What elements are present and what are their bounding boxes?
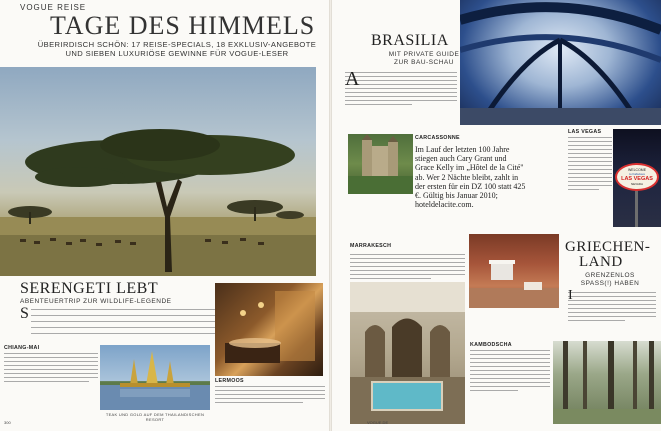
griechenland-title-line2: LAND [579, 254, 623, 270]
kambodscha-column [470, 342, 550, 422]
dropcap-s: S [20, 305, 29, 322]
chiangmai-column [4, 345, 98, 413]
griechenland-body-block [568, 290, 656, 338]
sign-to: to Fabulous [629, 172, 645, 176]
sign-welcome: WELCOME [627, 168, 647, 172]
lermoos-label: LERMOOS [215, 378, 244, 384]
lasvegas-column [568, 129, 612, 227]
left-folio: 300 [4, 420, 11, 425]
deck-text: ÜBERIRDISCH SCHÖN: 17 REISE-SPECIALS, 18 EXKLUSIV-ANGEBOTE UND SIEBEN LUXURIÖSE GEWINNE FÜR VOGUE-LESER [37, 40, 317, 58]
brasilia-title: BRASILIA [371, 32, 449, 49]
brasilia-body-block [345, 70, 457, 130]
griechenland-subtitle: GRENZENLOS SPASS(!) HABEN [580, 272, 640, 287]
serengeti-subtitle: ABENTEUERTRIP ZUR WILDLIFE-LEGENDE [20, 298, 172, 305]
lasvegas-label: LAS VEGAS [568, 129, 602, 135]
lermoos-column [215, 378, 325, 414]
kambodscha-label: KAMBODSCHA [470, 342, 512, 348]
section-label: VOGUE REISE [20, 3, 87, 12]
right-folio: VOGUE.DE [367, 420, 389, 425]
griechenland-title-line1: GRIECHEN- [565, 239, 651, 255]
serengeti-title: SERENGETI LEBT [20, 280, 159, 297]
lasvegas-sign [615, 163, 659, 191]
lermoos-photo [215, 283, 323, 376]
sign-main: LAS VEGAS [621, 176, 653, 182]
griechenland-title [565, 240, 650, 270]
serengeti-photo [0, 67, 316, 276]
chiangmai-label: CHIANG-MAI [4, 345, 40, 351]
kambodscha-photo [553, 341, 661, 424]
marrakesch-photo [350, 282, 465, 424]
chiangmai-photo-caption: TEAK UND GOLD AUF DEM THAILANDISCHEN RESORT [105, 412, 205, 423]
brasilia-subtitle: MIT PRIVATE GUIDE ZUR BAU-SCHAU [388, 51, 460, 66]
dropcap-i: I [568, 288, 573, 303]
griechenland-photo [469, 234, 559, 308]
marrakesch-column [350, 234, 465, 280]
brasilia-photo [460, 0, 661, 125]
chiangmai-photo [100, 345, 210, 410]
carcassonne-label: CARCASSONNE [415, 135, 460, 141]
dropcap-a: A [345, 68, 360, 90]
lasvegas-photo [613, 129, 661, 227]
carcassonne-text: Im Lauf der letzten 100 Jahre stiegen auch Cary Grant und Grace Kelly im „Hôtel de la Cité" ab. Wer 2 Nächte bleibt, zahlt in der ersten für ein DZ 100 statt 425 €. Gültig bis Januar 2010; hoteldelacite.com. [415, 145, 526, 210]
carcassonne-photo [348, 134, 413, 194]
page-title: TAGE DES HIMMELS [50, 11, 316, 40]
page-gutter [329, 0, 332, 431]
marrakesch-label: MARRAKESCH [350, 243, 392, 249]
sign-nevada: NEVADA [630, 182, 644, 186]
